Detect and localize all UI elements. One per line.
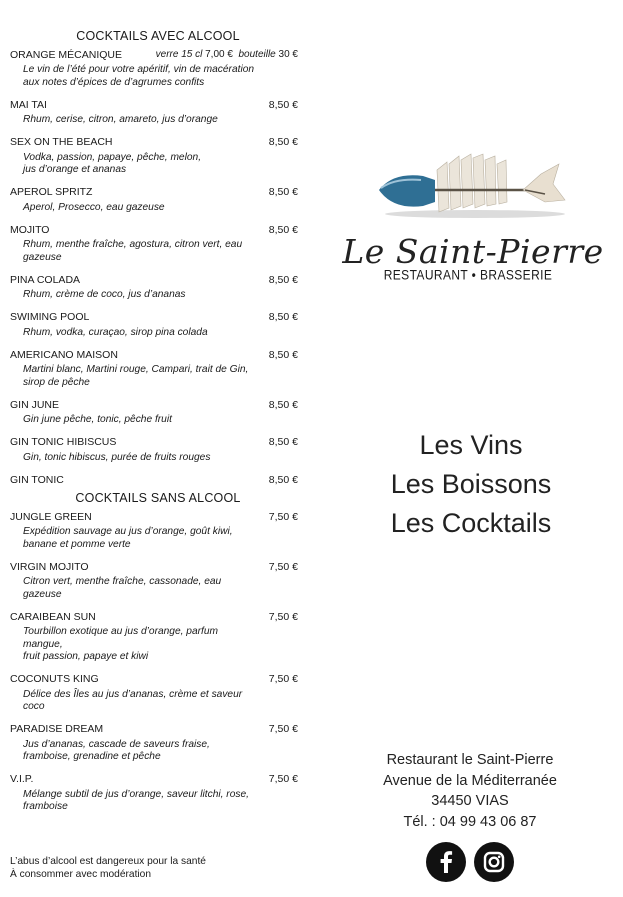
menu-item [10, 470, 298, 489]
bouteille-price: 30 € [278, 49, 298, 60]
alcohol-warning: L’abus d’alcool est dangereux pour la santé À consommer avec modération [10, 856, 206, 880]
menu-item [10, 507, 298, 526]
item-price: 8,50 € [268, 436, 298, 448]
item-desc: Aperol, Prosecco, eau gazeuse [23, 201, 165, 213]
item-desc: Rhum, menthe fraîche, agostura, citron vert, eau gazeuse [23, 239, 243, 263]
headline-boissons: Les Boissons [390, 469, 552, 499]
item-price: 8,50 € [268, 186, 298, 198]
menu-item [10, 308, 298, 327]
verre-price: 7,00 € [205, 49, 233, 60]
item-desc: Tourbillon exotique au jus d’orange, parfum mangue, fruit passion, papaye et kiwi [23, 626, 219, 662]
item-price: 7,50 € [268, 610, 298, 623]
item-name: MOJITO [10, 223, 50, 236]
menu-item [10, 395, 298, 414]
alcool-list [10, 95, 298, 489]
item-name: PINA COLADA [10, 273, 81, 286]
item-name: VIRGIN MOJITO [10, 560, 89, 573]
orange-prices [156, 49, 298, 60]
item-desc: Le vin de l’été pour votre apéritif, vin de macération aux notes d’épices de d’agrumes confits [23, 64, 255, 88]
item-desc: Délice des Îles au jus d’ananas, crème et saveur coco [23, 688, 243, 712]
menu-item [10, 183, 298, 202]
menu-item [10, 345, 298, 364]
item-price: 8,50 € [268, 473, 298, 486]
menu-item-orange [10, 45, 298, 64]
headline-vins: Les Vins [419, 430, 523, 460]
address-line: 34450 VIAS [431, 793, 509, 809]
item-price: 8,50 € [268, 223, 298, 236]
menu-item [10, 433, 298, 452]
menu-item [10, 220, 298, 239]
bouteille-label: bouteille [238, 49, 276, 60]
item-desc: Rhum, vodka, curaçao, sirop pina colada [23, 326, 208, 338]
item-price: 8,50 € [268, 136, 298, 148]
item-price: 8,50 € [268, 273, 298, 286]
item-desc: Martini blanc, Martini rouge, Campari, trait de Gin, sirop de pêche [23, 364, 249, 388]
item-name: JUNGLE GREEN [10, 510, 92, 523]
item-price: 7,50 € [268, 673, 298, 685]
menu-item [10, 720, 298, 739]
item-price: 7,50 € [268, 560, 298, 573]
item-name: GIN TONIC [10, 473, 64, 486]
item-name: GIN TONIC HIBISCUS [10, 436, 117, 448]
brand-name: Le Saint-Pierre [342, 232, 604, 271]
item-name: GIN JUNE [10, 398, 60, 411]
item-desc: Mélange subtil de jus d’orange, saveur litchi, rose, framboise [23, 788, 249, 812]
item-name: V.I.P. [10, 773, 34, 785]
item-name: SWIMING POOL [10, 311, 90, 323]
instagram-link[interactable] [474, 842, 514, 882]
item-desc: Rhum, crème de coco, jus d’ananas [23, 289, 186, 300]
item-desc: Jus d’ananas, cascade de saveurs fraise, framboise, grenadine et pêche [23, 738, 210, 762]
verre-label: verre 15 cl [155, 49, 203, 60]
menu-column [10, 0, 298, 820]
item-name: ORANGE MÉCANIQUE [10, 48, 123, 61]
item-price: 7,50 € [268, 773, 298, 785]
item-name: PARADISE DREAM [10, 723, 104, 735]
section-title-sans: COCKTAILS SANS ALCOOL [75, 491, 241, 505]
headline-cocktails: Les Cocktails [390, 508, 552, 538]
menu-item [10, 133, 298, 152]
item-price: 7,50 € [268, 510, 298, 523]
item-desc: Citron vert, menthe fraîche, cassonade, eau gazeuse [23, 576, 222, 600]
item-price: 7,50 € [268, 723, 298, 735]
item-desc: Gin, tonic hibiscus, purée de fruits rouges [23, 451, 211, 463]
address-block [340, 750, 600, 832]
item-name: AMERICANO MAISON [10, 348, 118, 361]
address-line: Avenue de la Méditerranée [383, 772, 557, 789]
item-desc: Vodka, passion, papaye, pêche, melon, jus d’orange et ananas [23, 151, 202, 175]
item-price: 8,50 € [268, 398, 298, 411]
section-title-alcool: COCKTAILS AVEC ALCOOL [76, 29, 240, 43]
menu-item [10, 95, 298, 114]
item-price: 8,50 € [268, 98, 298, 111]
instagram-icon [474, 842, 514, 882]
menu-item [10, 770, 298, 789]
item-desc: Rhum, cerise, citron, amareto, jus d’orange [23, 114, 218, 125]
menu-item [10, 670, 298, 689]
menu-item [10, 270, 298, 289]
item-name: APEROL SPRITZ [10, 186, 93, 198]
item-name: MAI TAI [10, 98, 47, 111]
fish-logo [375, 150, 570, 220]
phone-line: Tél. : 04 99 43 06 87 [403, 813, 537, 830]
item-desc: Expédition sauvage au jus d’orange, goût kiwi, banane et pomme verte [23, 526, 233, 550]
item-price: 8,50 € [268, 311, 298, 323]
item-name: SEX ON THE BEACH [10, 136, 113, 148]
sans-list [10, 507, 298, 820]
address-line: Restaurant le Saint-Pierre [386, 752, 554, 768]
item-name: CARAIBEAN SUN [10, 610, 96, 623]
facebook-icon [426, 842, 466, 882]
item-name: COCONUTS KING [10, 673, 99, 685]
item-desc: Gin june pêche, tonic, pêche fruit [23, 414, 172, 425]
menu-item [10, 607, 298, 626]
brand-subtitle: RESTAURANT • BRASSERIE [383, 266, 553, 284]
menu-item [10, 557, 298, 576]
facebook-link[interactable] [426, 842, 466, 882]
item-price: 8,50 € [268, 348, 298, 361]
